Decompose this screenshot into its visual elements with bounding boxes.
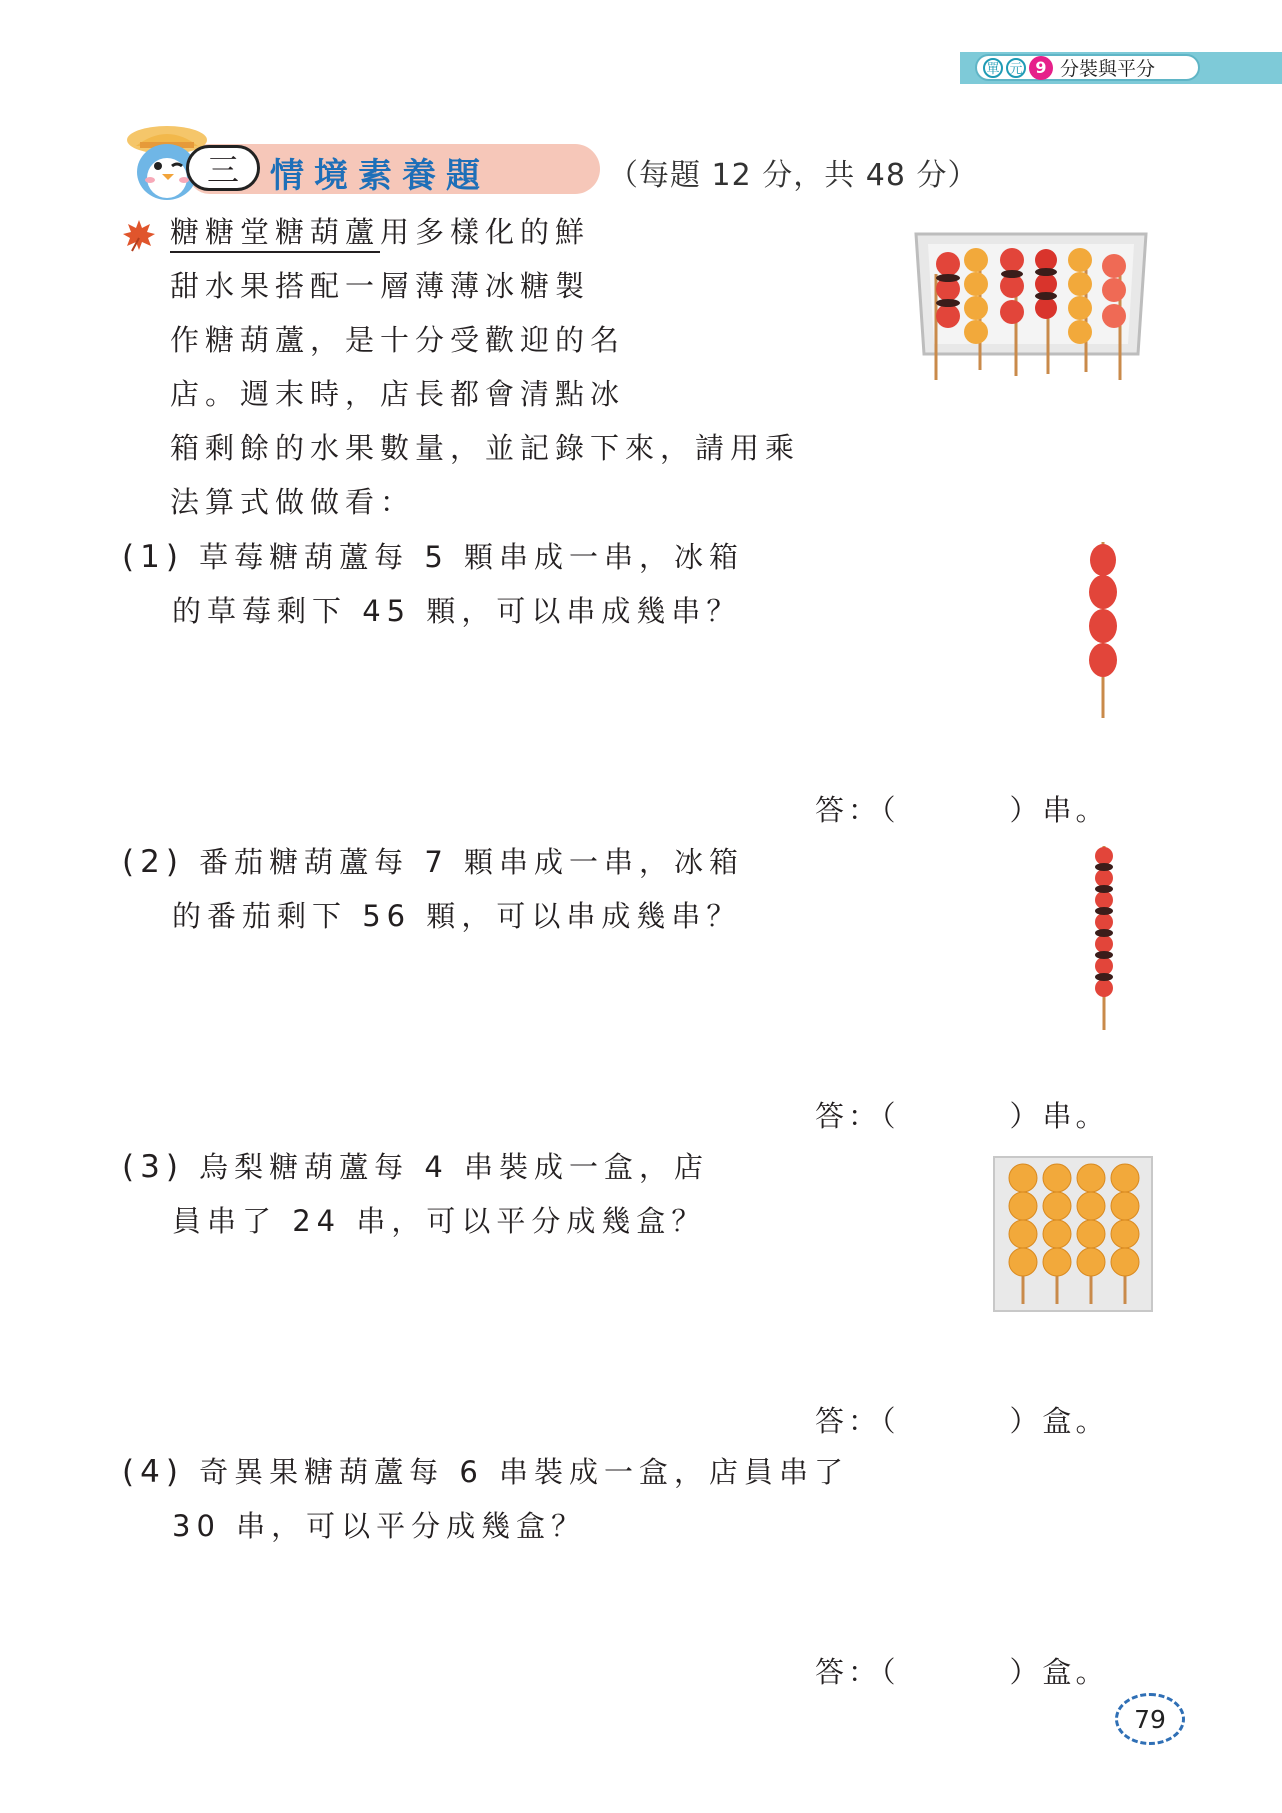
question-1-line-1 [122, 531, 744, 583]
answer-1-open: （ [881, 793, 900, 827]
unit-banner [975, 54, 1200, 81]
answer-4-open: （ [881, 1655, 900, 1689]
unit-title: 分裝與平分 [1060, 58, 1156, 80]
answer-1-unit: 串。 [1042, 793, 1109, 827]
question-2-line-1 [122, 836, 744, 888]
candied-fruit-tray-image [908, 224, 1154, 384]
intro-line-6: 法算式做做看： [170, 485, 416, 519]
section-title: 情境素養題 [270, 156, 490, 196]
section-number: 三 [186, 145, 260, 191]
answer-2-open: （ [881, 1099, 900, 1133]
strawberry-skewer-image [1078, 542, 1128, 718]
answer-4-label: 答： [815, 1655, 882, 1689]
unit-char-2: 元 [1006, 58, 1026, 78]
answer-1-close: ） [1009, 793, 1043, 827]
question-1-text-1: 草莓糖葫蘆每 5 顆串成一串，冰箱 [199, 540, 745, 574]
intro-line-1-rest: 用多樣化的鮮 [380, 215, 591, 249]
question-1-answer [815, 788, 1109, 829]
intro-line-4: 店。週末時，店長都會清點冰 [170, 377, 626, 411]
question-2-text-1: 番茄糖葫蘆每 7 顆串成一串，冰箱 [199, 845, 745, 879]
question-3-line-2: 員串了 24 串，可以平分成幾盒？ [172, 1204, 707, 1238]
answer-3-open: （ [881, 1404, 900, 1438]
question-4-line-1 [122, 1446, 849, 1498]
unit-number: 9 [1029, 56, 1053, 80]
answer-3-label: 答： [815, 1404, 882, 1438]
page-number: 79 [1115, 1693, 1185, 1745]
answer-4-unit: 盒。 [1042, 1655, 1109, 1689]
maple-leaf-icon [122, 218, 156, 252]
question-1-number: (1) [122, 539, 184, 575]
intro-line-1 [170, 206, 590, 258]
answer-4-close: ） [1009, 1655, 1043, 1689]
question-2-number: (2) [122, 844, 184, 880]
answer-3-close: ） [1009, 1404, 1043, 1438]
pear-skewer-box-image [993, 1156, 1153, 1312]
tomato-skewer-image [1090, 846, 1118, 1030]
question-3-text-1: 烏梨糖葫蘆每 4 串裝成一盒，店 [199, 1150, 710, 1184]
question-3-answer [815, 1399, 1109, 1440]
question-3-number: (3) [122, 1149, 184, 1185]
answer-3-unit: 盒。 [1042, 1404, 1109, 1438]
intro-line-5: 箱剩餘的水果數量，並記錄下來，請用乘 [170, 431, 801, 465]
unit-char-1: 單 [983, 58, 1003, 78]
question-4-answer [815, 1650, 1109, 1691]
question-3-line-1 [122, 1141, 709, 1193]
question-2-answer [815, 1094, 1109, 1135]
answer-1-label: 答： [815, 793, 882, 827]
answer-2-label: 答： [815, 1099, 882, 1133]
answer-2-close: ） [1009, 1099, 1043, 1133]
question-4-line-2: 30 串，可以平分成幾盒？ [172, 1509, 587, 1543]
shop-name: 糖糖堂糖葫蘆 [170, 215, 380, 253]
question-4-number: (4) [122, 1454, 184, 1490]
question-4-text-1: 奇異果糖葫蘆每 6 串裝成一盒，店員串了 [199, 1455, 850, 1489]
intro-line-2: 甜水果搭配一層薄薄冰糖製 [170, 269, 591, 303]
section-score-note: （每題 12 分，共 48 分） [608, 158, 979, 193]
answer-2-unit: 串。 [1042, 1099, 1109, 1133]
intro-line-3: 作糖葫蘆，是十分受歡迎的名 [170, 323, 626, 357]
question-2-line-2: 的番茄剩下 56 顆，可以串成幾串？ [172, 899, 742, 933]
question-1-line-2: 的草莓剩下 45 顆，可以串成幾串？ [172, 594, 742, 628]
